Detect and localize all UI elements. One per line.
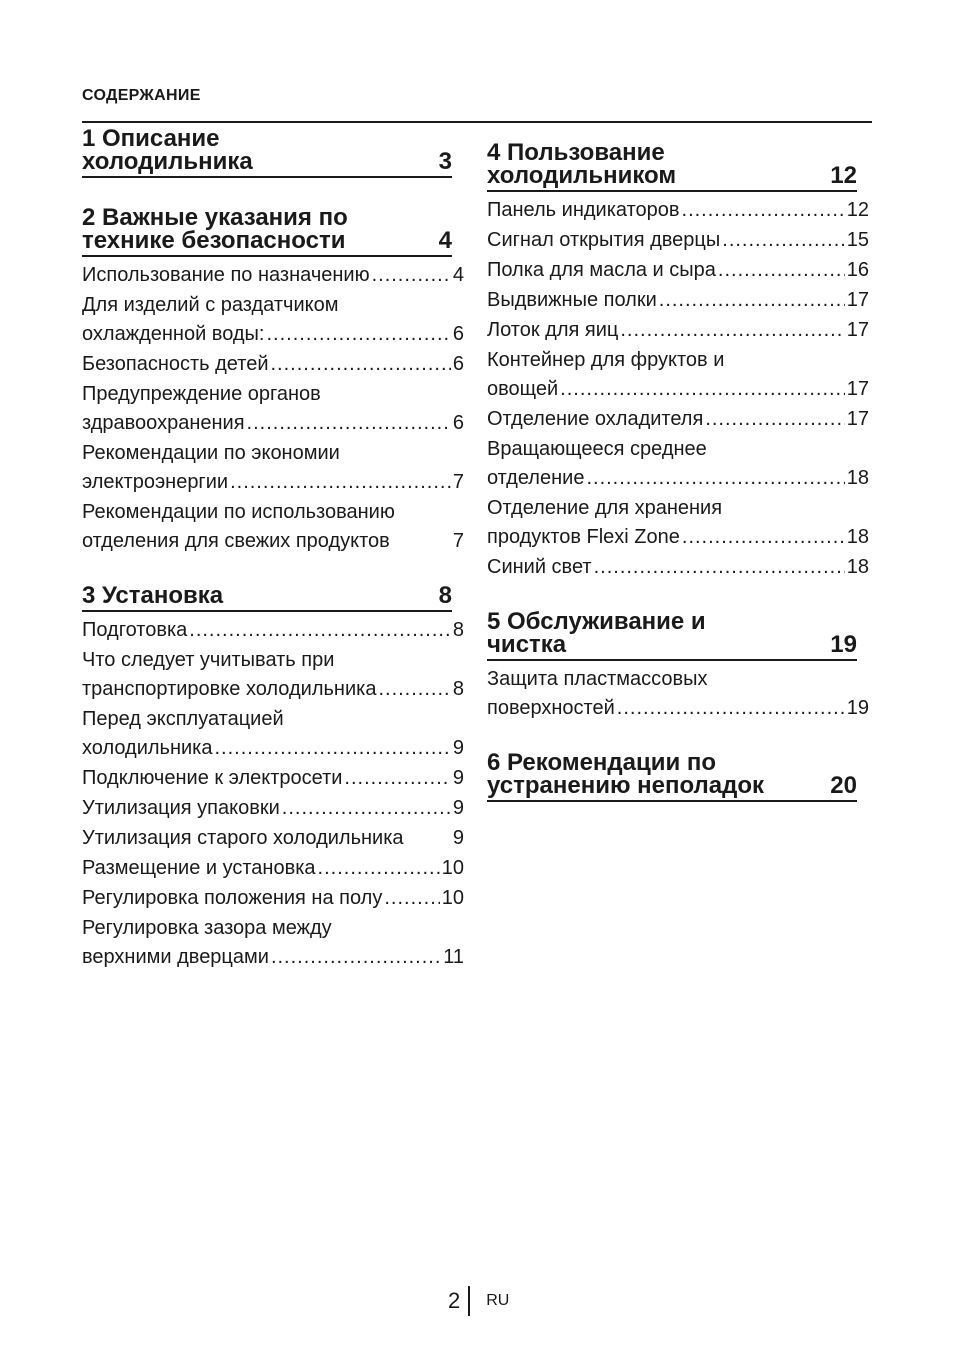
toc-entry[interactable] — [82, 884, 464, 913]
entry-row — [487, 375, 869, 404]
entry-title: Сигнал открытия дверцы — [487, 229, 721, 251]
entry-page-number: 9 — [452, 737, 464, 759]
entry-page-number: 18 — [846, 467, 869, 489]
entry-page-number: 16 — [846, 259, 869, 281]
entry-title: электроэнергии — [82, 471, 229, 493]
toc-section — [487, 141, 869, 582]
header-rule — [82, 121, 872, 123]
entry-title: здравоохранения — [82, 412, 245, 434]
section-title-text: холодильника — [82, 148, 253, 175]
dot-leader — [378, 675, 450, 704]
entry-row — [82, 675, 464, 704]
entry-title: отделения для свежих продуктов — [82, 530, 390, 552]
dot-leader — [247, 409, 451, 438]
section-page-number: 3 — [438, 148, 452, 175]
dot-leader — [705, 405, 844, 434]
entry-title: холодильника — [82, 737, 213, 759]
entry-row — [82, 943, 464, 972]
page-number: 2 — [448, 1288, 461, 1313]
dot-leader — [620, 316, 844, 345]
entry-page-number: 10 — [441, 887, 464, 909]
section-heading[interactable] — [82, 127, 452, 178]
dot-leader — [682, 523, 845, 552]
dot-leader — [594, 553, 845, 582]
section-heading-line — [487, 774, 857, 797]
entry-title-line: Рекомендации по экономии — [82, 442, 340, 464]
toc-entry[interactable] — [82, 705, 464, 763]
toc-entry[interactable] — [487, 226, 869, 255]
entry-title: Использование по назначению — [82, 264, 370, 286]
toc-entry[interactable] — [82, 646, 464, 704]
toc-entry[interactable] — [487, 405, 869, 434]
entry-row — [82, 884, 464, 913]
entry-title: Подключение к электросети — [82, 767, 343, 789]
dot-leader — [267, 320, 451, 349]
entry-title: Регулировка положения на полу — [82, 887, 383, 909]
entry-title-line: Что следует учитывать при — [82, 649, 335, 671]
entry-title-line: Рекомендации по использованию — [82, 501, 395, 523]
entry-row — [82, 261, 464, 290]
dot-leader — [318, 854, 440, 883]
entry-page-number: 12 — [846, 199, 869, 221]
toc-section — [487, 751, 869, 802]
section-title-text: технике безопасности — [82, 227, 346, 254]
dot-leader — [718, 256, 845, 285]
toc-entry[interactable] — [82, 261, 464, 290]
toc-entry[interactable] — [487, 435, 869, 493]
entry-row — [487, 553, 869, 582]
entry-title: транспортировке холодильника — [82, 678, 377, 700]
entry-page-number: 11 — [443, 946, 464, 968]
dot-leader — [282, 794, 451, 823]
entry-row — [82, 824, 464, 853]
section-heading[interactable] — [82, 206, 452, 257]
dot-leader — [344, 764, 450, 793]
entry-title-line: Защита пластмассовых — [487, 668, 708, 690]
toc-entry[interactable] — [487, 286, 869, 315]
section-heading[interactable] — [487, 751, 857, 802]
section-heading[interactable] — [82, 584, 452, 612]
section-title-text: 3 Установка — [82, 582, 224, 609]
dot-leader — [372, 261, 451, 290]
entry-page-number: 10 — [441, 857, 464, 879]
entry-title-line: Вращающееся среднее — [487, 438, 707, 460]
entry-title: Синий свет — [487, 556, 592, 578]
entry-title: Подготовка — [82, 619, 188, 641]
toc-section — [82, 127, 464, 178]
entry-row — [487, 694, 869, 723]
toc-entry[interactable] — [82, 794, 464, 823]
entry-title: Лоток для яиц — [487, 319, 619, 341]
entry-title: Размещение и установка — [82, 857, 316, 879]
toc-section — [82, 206, 464, 556]
entry-row — [82, 320, 464, 349]
toc-entry[interactable] — [82, 764, 464, 793]
entry-title-line: Отделение для хранения — [487, 497, 723, 519]
entry-page-number: 17 — [846, 319, 869, 341]
toc-right-column — [487, 141, 869, 830]
entry-row — [82, 734, 464, 763]
entry-title: отделение — [487, 467, 585, 489]
entry-title: верхними дверцами — [82, 946, 269, 968]
entry-page-number: 8 — [452, 619, 464, 641]
entry-row — [487, 286, 869, 315]
page-footer — [448, 1286, 509, 1316]
section-heading-line: 2 Важные указания по — [82, 204, 348, 231]
entry-row — [82, 616, 464, 645]
section-page-number: 12 — [830, 162, 857, 189]
entry-row — [82, 350, 464, 379]
section-heading-line: 5 Обслуживание и — [487, 608, 706, 635]
entry-title-line: Для изделий с раздатчиком — [82, 294, 339, 316]
entry-page-number: 15 — [846, 229, 869, 251]
entry-page-number: 17 — [846, 408, 869, 430]
entry-row — [487, 226, 869, 255]
entry-row — [82, 794, 464, 823]
entry-title: Полка для масла и сыра — [487, 259, 716, 281]
section-title-text: холодильником — [487, 162, 677, 189]
toc-entry[interactable] — [82, 380, 464, 438]
entry-title: овощей — [487, 378, 559, 400]
entry-page-number: 6 — [452, 323, 464, 345]
entry-title: Безопасность детей — [82, 353, 269, 375]
section-title-text: устранению неполадок — [487, 772, 765, 799]
toc-entry[interactable] — [82, 498, 464, 556]
entry-row — [82, 764, 464, 793]
toc-left-column — [82, 127, 464, 1000]
dot-leader — [189, 616, 451, 645]
section-heading[interactable] — [487, 610, 857, 661]
dot-leader — [682, 196, 845, 225]
toc-section — [82, 584, 464, 972]
dot-leader — [384, 884, 439, 913]
dot-leader — [617, 694, 845, 723]
entry-page-number: 19 — [846, 697, 869, 719]
section-heading-line — [487, 633, 857, 656]
toc-entry[interactable] — [82, 824, 464, 853]
dot-leader — [659, 286, 845, 315]
toc-entry[interactable] — [487, 256, 869, 285]
toc-entry[interactable] — [82, 439, 464, 497]
section-heading-line — [82, 229, 452, 252]
entry-title: продуктов Flexi Zone — [487, 526, 680, 548]
entry-page-number: 17 — [846, 289, 869, 311]
toc-entry[interactable] — [487, 346, 869, 404]
entry-page-number: 9 — [452, 797, 464, 819]
entry-row — [487, 405, 869, 434]
entry-title: Утилизация упаковки — [82, 797, 280, 819]
dot-leader — [271, 350, 451, 379]
section-title-text: чистка — [487, 631, 567, 658]
language-code: RU — [486, 1292, 510, 1309]
section-heading-line: 6 Рекомендации по — [487, 749, 717, 776]
entry-title: Отделение охладителя — [487, 408, 704, 430]
section-heading-line: 1 Описание — [82, 125, 220, 152]
entry-title: Утилизация старого холодильника — [82, 827, 404, 849]
entry-page-number: 7 — [452, 530, 464, 552]
entry-row — [487, 196, 869, 225]
entry-title-line: Предупреждение органов — [82, 383, 321, 405]
section-heading-line — [487, 164, 857, 187]
section-heading-line — [82, 150, 452, 173]
entry-row — [487, 256, 869, 285]
section-page-number: 19 — [830, 631, 857, 658]
toc-section — [487, 610, 869, 723]
entry-page-number: 18 — [846, 556, 869, 578]
dot-leader — [586, 464, 844, 493]
entry-title-line: Регулировка зазора между — [82, 917, 332, 939]
toc-entry[interactable] — [487, 553, 869, 582]
entry-row — [82, 468, 464, 497]
entry-page-number: 4 — [452, 264, 464, 286]
toc-entry[interactable] — [487, 196, 869, 225]
entry-title: Выдвижные полки — [487, 289, 657, 311]
entry-page-number: 8 — [452, 678, 464, 700]
entry-page-number: 18 — [846, 526, 869, 548]
entry-row — [82, 527, 464, 556]
page-header: СОДЕРЖАНИЕ — [82, 87, 201, 104]
entry-title-line: Контейнер для фруктов и — [487, 349, 725, 371]
section-page-number: 4 — [438, 227, 452, 254]
toc-entry[interactable] — [82, 854, 464, 883]
section-heading-line: 4 Пользование — [487, 139, 665, 166]
toc-entry[interactable] — [487, 316, 869, 345]
dot-leader — [215, 734, 451, 763]
section-page-number: 20 — [830, 772, 857, 799]
entry-page-number: 7 — [452, 471, 464, 493]
entry-title: охлажденной воды: — [82, 323, 265, 345]
toc-entry[interactable] — [82, 350, 464, 379]
entry-title-line: Перед эксплуатацией — [82, 708, 284, 730]
entry-page-number: 9 — [452, 827, 464, 849]
toc-entry[interactable] — [82, 914, 464, 972]
toc-entry[interactable] — [487, 665, 869, 723]
entry-page-number: 6 — [452, 412, 464, 434]
entry-page-number: 17 — [846, 378, 869, 400]
toc-entry[interactable] — [82, 616, 464, 645]
section-heading[interactable] — [487, 141, 857, 192]
entry-row — [487, 316, 869, 345]
dot-leader — [230, 468, 451, 497]
entry-title: Панель индикаторов — [487, 199, 680, 221]
dot-leader — [271, 943, 441, 972]
toc-entry[interactable] — [82, 291, 464, 349]
entry-row — [82, 854, 464, 883]
entry-row — [487, 523, 869, 552]
entry-title: поверхностей — [487, 697, 615, 719]
entry-row — [82, 409, 464, 438]
dot-leader — [722, 226, 844, 255]
dot-leader — [560, 375, 845, 404]
section-page-number: 8 — [438, 582, 452, 609]
toc-entry[interactable] — [487, 494, 869, 552]
entry-row — [487, 464, 869, 493]
entry-page-number: 9 — [452, 767, 464, 789]
entry-page-number: 6 — [452, 353, 464, 375]
section-heading-line — [82, 584, 452, 607]
